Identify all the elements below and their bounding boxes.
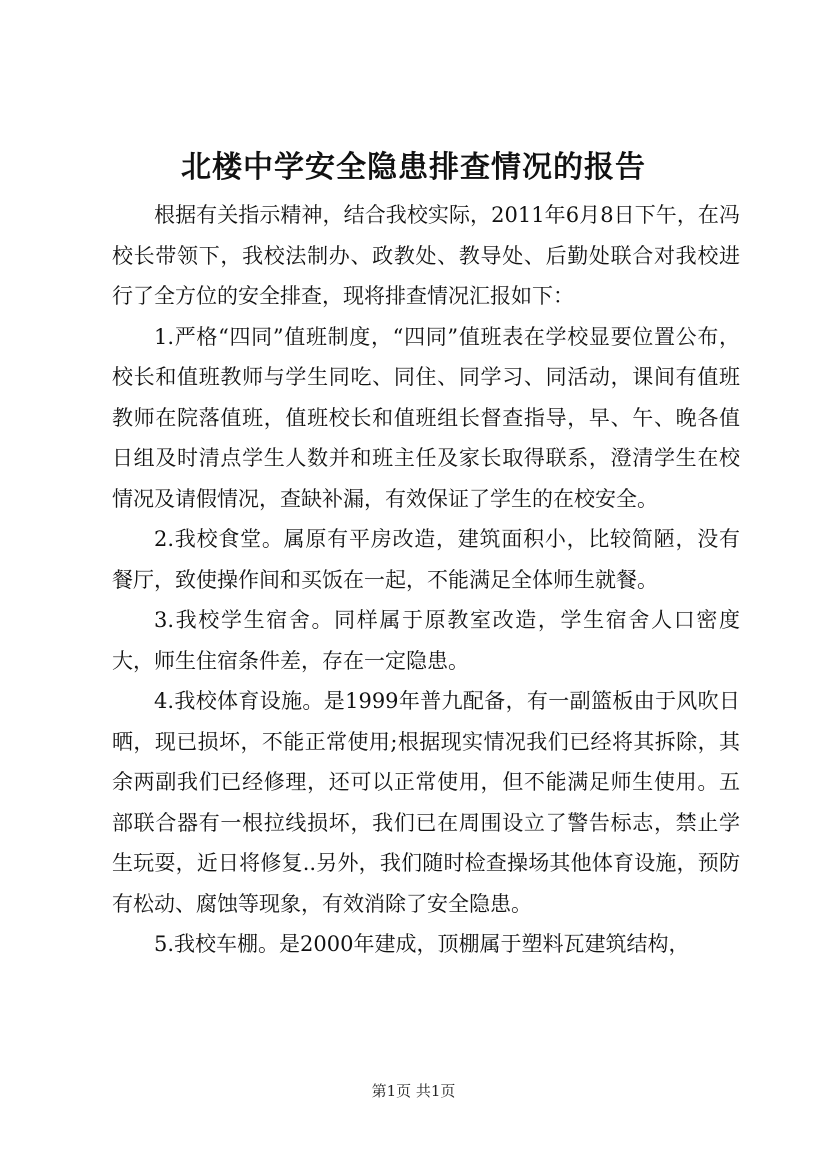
paragraph-item-2: 2.我校食堂。属原有平房改造，建筑面积小，比较简陋，没有餐厅，致使操作间和买饭在一起，不能满足全体师生就餐。	[112, 527, 740, 592]
paragraph-item-5: 5.我校车棚。是2000年建成，顶棚属于塑料瓦建筑结构，	[154, 932, 690, 956]
page-footer: 第1页 共1页	[371, 1082, 456, 1100]
paragraph-item-3: 3.我校学生宿舍。同样属于原教室改造，学生宿舍人口密度大，师生住宿条件差，存在一定隐患。	[112, 608, 740, 673]
paragraph-item-4: 4.我校体育设施。是1999年普九配备，有一副篮板由于风吹日晒，现已损坏，不能正常使用;根据现实情况我们已经将其拆除，其余两副我们已经修理，还可以正常使用，但不能满足师生使用。五部联合器有一根拉线损坏，我们已在周围设立了警告标志，禁止学生玩耍，近日将修复..另外，我们随时检查操场其他体育设施，预防有松动、腐蚀等现象，有效消除了安全隐患。	[112, 689, 740, 916]
paragraph-item-1: 1.严格“四同”值班制度，“四同”值班表在学校显要位置公布，校长和值班教师与学生同吃、同住、同学习、同活动，课间有值班教师在院落值班，值班校长和值班组长督查指导，早、午、晚各值日组及时清点学生人数并和班主任及家长取得联系，澄清学生在校情况及请假情况，查缺补漏，有效保证了学生的在校安全。	[112, 324, 740, 511]
document-title: 北楼中学安全隐患排查情况的报告	[181, 150, 646, 185]
paragraph-intro: 根据有关指示精神，结合我校实际，2011年6月8日下午，在冯校长带领下，我校法制办、政教处、教导处、后勤处联合对我校进行了全方位的安全排查，现将排查情况汇报如下：	[112, 203, 740, 308]
document-body	[112, 195, 740, 965]
